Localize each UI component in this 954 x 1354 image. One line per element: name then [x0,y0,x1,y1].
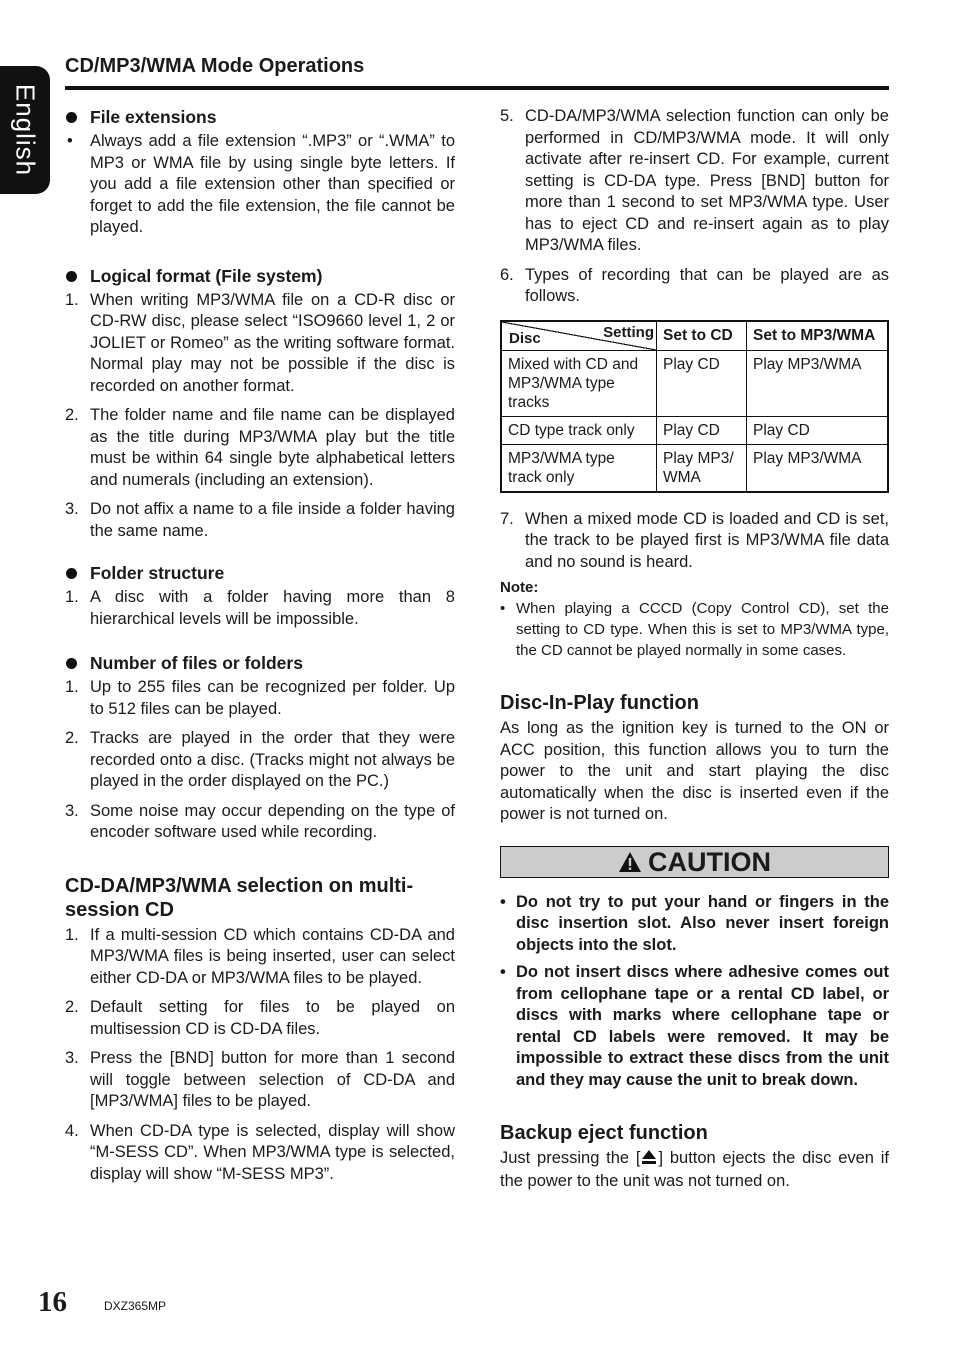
table-row [501,444,888,492]
multisession-title: CD-DA/MP3/WMA selection on multi-session CD [65,874,414,921]
list-item: 7. When a mixed mode CD is loaded and CD is set, the track to be played first is MP3/WMA file data and no sound is heard. [500,509,889,571]
left-column [65,106,455,1193]
number-of-files-section [65,652,455,844]
right-column [500,106,889,1192]
table-cell: Play CD [657,350,747,416]
note-label: Note: [500,579,539,596]
list-item: 1. Up to 255 files can be recognized per folder. Up to 512 files can be played. [65,678,455,718]
table-cell: CD type track only [501,416,657,444]
table-header: Set to CD [657,321,747,351]
list-item: 6. Types of recording that can be played are as follows. [500,265,889,305]
table-row [501,350,888,416]
recording-types-table [500,320,889,493]
disc-in-play-title: Disc-In-Play function [500,692,699,714]
list-item: 1. When writing MP3/WMA file on a CD-R disc or CD-RW disc, please select “ISO9660 level 1, 2 or JOLIET or Romeo” as the writing software format. Normal play may not be possible if the disc is recorded on another format. [65,290,455,395]
language-tab-label: English [10,83,41,177]
table-row [501,416,888,444]
logical-format-heading: Logical format (File system) [65,265,455,287]
disc-in-play-body: As long as the ignition key is turned to the ON or ACC position, this function allows you to turn the power to the unit and start playing the disc automatically when the disc is inserted even if the power is not turned on. [500,719,889,823]
table-cell: Play CD [657,416,747,444]
backup-eject-body: Just pressing the [ ] button ejects the disc even if the power to the unit was not turned on. [500,1149,889,1190]
table-header-row [501,321,888,351]
list-item: 2. Tracks are played in the order that they were recorded onto a disc. (Tracks might not always be played in the order displayed on the PC.) [65,729,455,790]
bullet-dot-icon [66,112,77,123]
table-cell: Play CD [747,416,889,444]
header-rule [65,86,889,90]
list-item: 3. Do not affix a name to a file inside a folder having the same name. [65,500,455,540]
multisession-section [65,874,455,1186]
table-cell: MP3/WMA type track only [501,444,657,492]
warning-triangle-icon [618,849,642,879]
page-header: CD/MP3/WMA Mode Operations [65,55,365,77]
folder-structure-section [65,562,455,630]
list-item: 3. Some noise may occur depending on the type of encoder software used while recording. [65,801,455,841]
folder-structure-heading: Folder structure [65,562,455,584]
number-of-files-heading: Number of files or folders [65,652,455,674]
eject-icon [642,1149,656,1171]
bullet-dot-icon [66,271,77,282]
logical-format-section [65,265,455,543]
list-item: 1. If a multi-session CD which contains CD-DA and MP3/WMA files is being inserted, user can select either CD-DA or MP3/WMA files to be played. [65,925,455,987]
model-number: DXZ365MP [104,1299,167,1313]
backup-eject-title: Backup eject function [500,1122,708,1144]
list-item: 2. The folder name and file name can be displayed as the title during MP3/WMA play but the title must be within 64 single byte alphabetical letters and numerals (including an extension). [65,406,455,489]
caution-item: • Do not try to put your hand or fingers in the disc insertion slot. Also never insert foreign objects into the slot. [500,892,889,954]
caution-label: CAUTION [648,846,771,877]
list-item: 3. Press the [BND] button for more than 1 second will toggle between selection of CD-DA and [MP3/WMA] files to be played. [65,1049,455,1110]
list-item: • Always add a file extension “.MP3” or “.WMA” to MP3 or WMA file by using single byte letters. If you add a file extension other than specified or forget to add the file extension, the file cannot be played. [67,132,455,236]
language-tab [0,66,50,194]
bullet-dot-icon [66,568,77,579]
list-item: 5. CD-DA/MP3/WMA selection function can only be performed in CD/MP3/WMA mode. It will only activate after re-insert CD. For example, current setting is CD-DA type. Press [BND] button for more than 1 second to set MP3/WMA type. User has to eject CD and re-insert again as to play MP3/WMA files. [500,107,889,254]
list-item: 2. Default setting for files to be played on multisession CD is CD-DA files. [65,998,455,1038]
file-extensions-section [65,106,455,239]
list-item: 1. A disc with a folder having more than 8 hierarchical levels will be impossible. [65,588,455,628]
table-cell: Mixed with CD and MP3/WMA type tracks [501,350,657,416]
bullet-dot-icon [66,658,77,669]
caution-item: • Do not insert discs where adhesive comes out from cellophane tape or a rental CD label, or discs with marks where cellophane tape or rental CD labels were removed. It may be impossible to extract these discs from the unit and they may cause the unit to break down. [500,963,889,1089]
file-extensions-heading: File extensions [65,106,455,128]
note-text: • When playing a CCCD (Copy Control CD), set the setting to CD type. When this is set to MP3/WMA type, the CD cannot be played normally in some cases. [500,600,889,659]
table-cell: Play MP3/WMA [747,350,889,416]
table-header: Set to MP3/WMA [747,321,889,351]
table-cell: Play MP3/WMA [747,444,889,492]
table-cell: Play MP3/ WMA [657,444,747,492]
page-number: 16 [38,1286,67,1318]
list-item: 4. When CD-DA type is selected, display will show “M-SESS CD”. When MP3/WMA type is selected, display will show “M-SESS MP3”. [65,1121,455,1183]
caution-banner [500,846,889,878]
table-corner-cell: Setting Disc [501,321,657,351]
